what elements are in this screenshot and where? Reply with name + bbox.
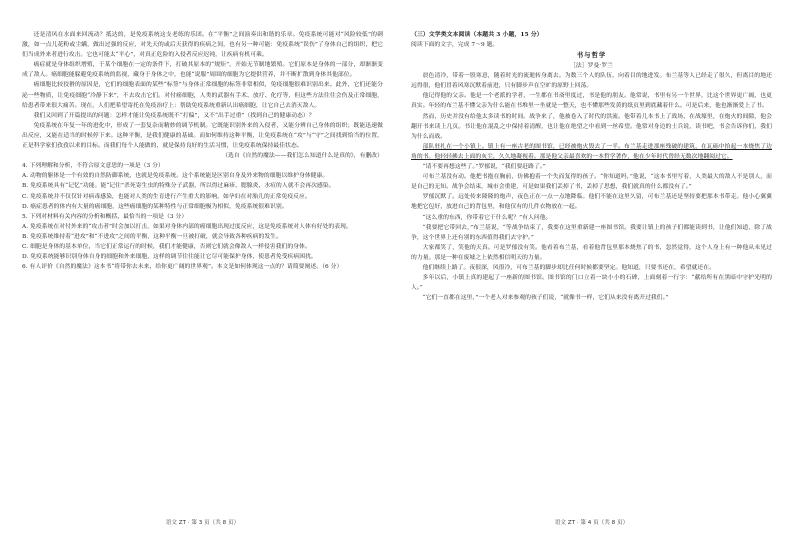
passage-source: （选自《自然的魔法——我们怎么知道什么是真的》，有删改）: [222, 153, 383, 160]
story-paragraph: 可布兰基没有动。他把书抱在胸前，仿佛抱着一个失而复得的孩子。“你知道吗，”他说，“这本书里写着，人类最大的敌人不是别人，而是自己的无知。战争会结束，城市会重建，可是如果我们丢掉了书，丢掉了思想，我们就真的什么都没有了。”: [411, 174, 772, 191]
q5-option-c: C. 细胞是身体的基本单位，当它们正常运行的时候，我们才能健康，否则它们就会像敌人一样侵害我们的身体。: [22, 243, 311, 250]
story-title: 书与哲学: [576, 51, 607, 60]
section-heading: （三）文学类文本阅读（本题共 3 小题，15 分）: [411, 31, 543, 38]
passage-paragraph: 癌症就是身体组织增殖，于某个细胞在一定的条件下，打破其原本的“规矩”，开始无节制地繁殖。它们原本是身体的一部分，却渐渐变成了敌人。癌细胞能躲避免疫系统的监视，藏身于身体之中，也能“说服”周围的细胞为它提供营养，并不断扩散到身体其他部位。: [22, 62, 383, 79]
passage-paragraph: 我们又回到了开篇提出的问题：怎样才能让免疫系统既不“打偏”，又不“出手过重”（找到自己的健康动态）？: [33, 112, 315, 119]
question-4: 4. 下列理解和分析，不符合原文意思的一项是（3 分）: [22, 163, 164, 170]
page-footer-right: 语文 ZT · 第 4 页（共 8 页）: [554, 520, 629, 526]
story-paragraph: 他们继续上路了。夜很深，风很冷，可布兰基的脚步却比任何时候都要坚定。他知道，只要书还在，希望就还在。: [422, 264, 715, 271]
story-paragraph: 大家都笑了，笑他的天真。可是罗郁没有笑。他看着布兰基，看着他背包里那本烧焦了的书，忽然觉得，这个人身上有一种他从未见过的力量。那是一种在废墟之上依然相信明天的力量。: [411, 244, 772, 261]
story-author: ［法］罗曼·罗兰: [570, 63, 613, 70]
left-page: [22, 30, 383, 528]
q5-option-b: B. 免疫系统维持着“进攻”和“不进攻”之间的平衡，这种平衡一旦被打破，就会导致各种疾病的发生。: [22, 233, 282, 240]
reading-instruction: 阅读下面的文字，完成 7～9 题。: [411, 42, 499, 49]
story-paragraph: 然而，历史并没有给他太多读书的时间。战争来了，他被卷入了时代的洪流。他带着几本书上了战场，在战壕里，在炮火的间隙，他会翻开书来读上几页。书让他在混乱之中保持着清醒，也让他在绝望之中看到一丝希望。他常对身边的士兵说，读书吧，书会告诉你们，我们为什么而战。: [411, 113, 772, 140]
q4-option-b: B. 免疫系统具有“记忆”功能。能“记住”杀死寄生虫的特殊分子武器，所以得过麻疹、腮腺炎、水痘的人就不会再次感染。: [22, 183, 335, 190]
q4-option-a: A. 动物的躯体是一个有效的自然防御系统，也就是免疫系统。这个系统能是区别自身及外来物的细胞以维护身体健康。: [22, 173, 329, 180]
q4-option-c: C. 免疫系统并不仅仅针对病毒感染，也能对人类的生育进行产生重大的影响，如孕妇在对胎儿的正常免疫反应。: [22, 193, 311, 200]
passage-paragraph: 还是清风在水面来回流动？抵达的，是免疫系统这支老练的乐团。在“平衡”之间演奏出和谐的乐章。免疫系统可能对“风险较低”的刺激，如一点儿花粉或尘螨，做出过强的反应，对先天的或后天获得的疾病之间，也有另一种可能：免疫系统“误伤”了身体自己的组织，把它们当成外来者进行攻击。它也可能太“平心”，对真正危险的入侵者反应迟钝，让疾病有机可乘。: [22, 32, 383, 59]
story-paragraph: “请不要再想这些了。”罗郁说，“我们要赶路了。”: [422, 164, 546, 171]
passage-paragraph: 癌细胞比较狡猾的原因是，它们的细胞表面的某些“标签”与身体正常细胞的标签非常相似，免疫细胞很难识别出来。此外，它们还能分泌一些物质，让免疫细胞“冷静下来”，不去攻击它们。对付癌细胞，人类的武器有手术、放疗、化疗等，但这些方法往往会伤及正常细胞，给患者带来很大痛苦。现在，人们把希望寄托在免疫治疗上：帮助免疫系统重新认出癌细胞，让它自己去消灭敌人。: [22, 82, 383, 109]
story-paragraph: 他记得他的父亲。他是一个老派的学者，一生都在书斋里度过，书是他的朋友。他常说，书里有另一个世界，比这个世界更广阔，也更真实。年轻的布兰基不懂父亲为什么能在书堆里一坐就是一整天，也不懂那些发黄的纸页里到底藏着什么。可是后来，他也渐渐爱上了书。: [411, 93, 772, 110]
passage-paragraph: 免疫系统在年复一年的进化中，形成了一套复杂而精妙的调节机制。它既能识别外来的入侵者，又能分辨自己身体的组织；既能迅速做出反应，又能在适当的时候停下来。这种平衡，是我们健康的基础。而如何维持这种平衡，让免疫系统在“攻”与“守”之间找到恰当的位置，正是科学家们孜孜以求的目标。而我们每个人能做的，就是保持良好的生活习惯，让免疫系统保持最佳状态。: [22, 122, 383, 150]
story-paragraph: 罗郁沉默了。远处传来隆隆的炮声，夜色正在一点一点地降临。他们不能在这里久留，可布兰基还是坚持要把那本书带走。他小心翼翼地把它包好，放进自己的背包里，和他仅有的几件衣物放在一起。: [411, 194, 772, 211]
story-paragraph: “这么重的东西，你带着它干什么呢？”有人问他。: [422, 214, 552, 221]
story-paragraph: 晨色清冷，带着一股寒意，随着时光的流逝转身离去。为数三个人的队伍，向着目的地进发。布兰基等人已经走了很久，但离目的地还远得很，他们冒着风寒沉默着前进，只有脚步声在空旷的原野上回荡。: [411, 73, 772, 90]
page-footer-left: 语文 ZT · 第 3 页（共 8 页）: [165, 520, 240, 526]
question-6: 6. 有人评价《自然的魔法》这本书“将带你去未来，给你更广阔的世界观”。本文是如何体现这一点的？请简要阐述。（6 分）: [22, 264, 343, 271]
right-page: [411, 30, 772, 528]
q5-option-a: A. 免疫系统在对付外来的“攻击者”时会加以打击，如果对身体内部的癌细胞出现过度反应，这是免疫系统对人体有好处的表现。: [22, 223, 352, 230]
q5-option-d: D. 免疫系统能够识别身体自身的细胞和外来细胞，这样的调节往往能让它尽可能保护身体，使患者免受疾病困扰。: [22, 254, 317, 261]
story-paragraph: 多年以后，小镇上真的建起了一座新的图书馆。图书馆的门口立着一块小小的石碑，上面刻着一行字：“献给所有在黑暗中守护光明的人。”: [411, 275, 772, 292]
question-5: 5. 下列对材料有关内容的分析和概括，最恰当的一项是（3 分）: [22, 213, 188, 220]
story-paragraph-underlined: 部队驻扎在一个小镇上。镇上有一座古老的图书馆，已经被炮火毁去了一半。布兰基走进那座残破的建筑，在瓦砾中拾起一本烧焦了边角的书。他轻轻拂去上面的灰尘，久久地凝视着。那是他父亲最喜欢的一本哲学著作，他在少年时代曾经无数次地翻阅过它。: [411, 143, 772, 160]
story-paragraph: “我要把它带回去，”布兰基说，“等战争结束了，我要在这里重新建一座图书馆。我要让镇上的孩子们都能读到书，让他们知道，除了战争，这个世界上还有别的东西值得我们去守护。”: [411, 224, 772, 241]
story-paragraph: “它们一直都在这里，”一个老人对来参观的孩子们说，“就像书一样，它们从来没有离开过我们。”: [422, 295, 669, 302]
q4-option-d: D. 癌症患者的体内有大量的癌细胞，这些癌细胞的某种特性与正常细胞极为相似，免疫系统很难识别。: [22, 203, 288, 210]
